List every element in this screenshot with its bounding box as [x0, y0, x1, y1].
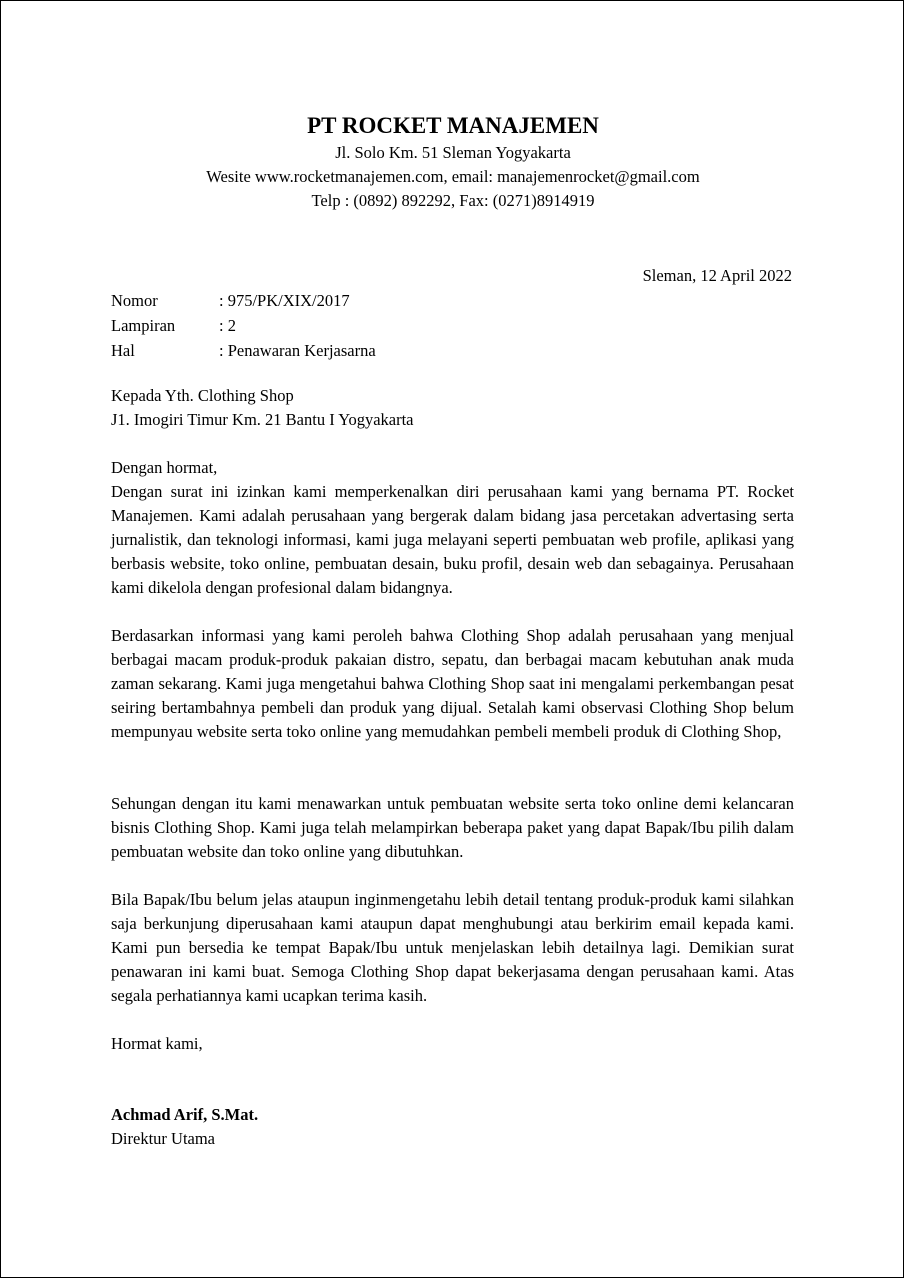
- closing-phrase: Hormat kami,: [111, 1034, 203, 1053]
- paragraph-offer: Sehungan dengan itu kami menawarkan untuk pembuatan website serta toko online demi kelancaran bisnis Clothing Shop. Kami juga telah melampirkan beberapa paket yang dapat Bapak/Ibu pilih dalam pembuatan website dan toko online yang dibutuhkan.: [111, 794, 794, 861]
- recipient-address: J1. Imogiri Timur Km. 21 Bantu I Yogyakarta: [111, 410, 414, 429]
- company-address: Jl. Solo Km. 51 Sleman Yogyakarta: [335, 143, 571, 162]
- meta-row-lampiran: [111, 313, 376, 338]
- letter-meta: [111, 288, 376, 363]
- company-name: PT ROCKET MANAJEMEN: [307, 113, 599, 138]
- recipient-name: Kepada Yth. Clothing Shop: [111, 386, 294, 405]
- nomor-value: : 975/PK/XIX/2017: [219, 291, 350, 310]
- signature-block: [111, 1103, 258, 1151]
- lampiran-value: : 2: [219, 316, 236, 335]
- paragraph-closing: Bila Bapak/Ibu belum jelas ataupun inginmengetahu lebih detail tentang produk-produk kami silahkan saja berkunjung diperusahaan kami ataupun dapat menghubungi atau berkirim email kepada kami. Kami pun bersedia ke tempat Bapak/Ibu untuk menjelaskan lebih detailnya lagi. Demikian surat penawaran ini kami buat. Semoga Clothing Shop dapat bekerjasama dengan perusahaan kami. Atas segala perhatiannya kami ucapkan terima kasih.: [111, 890, 794, 1005]
- company-phone: Telp : (0892) 892292, Fax: (0271)8914919: [311, 191, 595, 210]
- hal-value: : Penawaran Kerjasarna: [219, 341, 376, 360]
- company-contact: Wesite www.rocketmanajemen.com, email: manajemenrocket@gmail.com: [206, 167, 700, 186]
- recipient: [111, 384, 414, 432]
- signer-name: Achmad Arif, S.Mat.: [111, 1105, 259, 1124]
- paragraph-introduction: Dengan surat ini izinkan kami memperkenalkan diri perusahaan kami yang bernama PT. Rocket Manajemen. Kami adalah perusahaan yang bergerak dalam bidang jasa percetakan advertasing serta jurnalistik, dan teknologi informasi, kami juga melayani seperti pembuatan web profile, aplikasi yang berbasis website, toko online, pembuatan desain, buku profil, desain web dan sebagainya. Perusahaan kami dikelola dengan profesional dalam bidangnya.: [111, 482, 794, 597]
- meta-row-hal: [111, 338, 376, 363]
- letter-date: Sleman, 12 April 2022: [642, 266, 792, 285]
- nomor-label: Nomor: [111, 291, 158, 310]
- hal-label: Hal: [111, 341, 135, 360]
- signer-title: Direktur Utama: [111, 1129, 216, 1148]
- meta-row-nomor: [111, 288, 376, 313]
- paragraph-background: Berdasarkan informasi yang kami peroleh bahwa Clothing Shop adalah perusahaan yang menjual berbagai macam produk-produk pakaian distro, sepatu, dan berbagai macam kebutuhan anak muda zaman sekarang. Kami juga mengetahui bahwa Clothing Shop saat ini mengalami perkembangan pesat seiring bertambahnya pembeli dan produk yang dijual. Setalah kami observasi Clothing Shop belum mempunyau website serta toko online yang memudahkan pembeli membeli produk di Clothing Shop,: [111, 626, 794, 741]
- salutation: Dengan hormat,: [111, 458, 218, 477]
- lampiran-label: Lampiran: [111, 316, 176, 335]
- letterhead: [1, 111, 904, 213]
